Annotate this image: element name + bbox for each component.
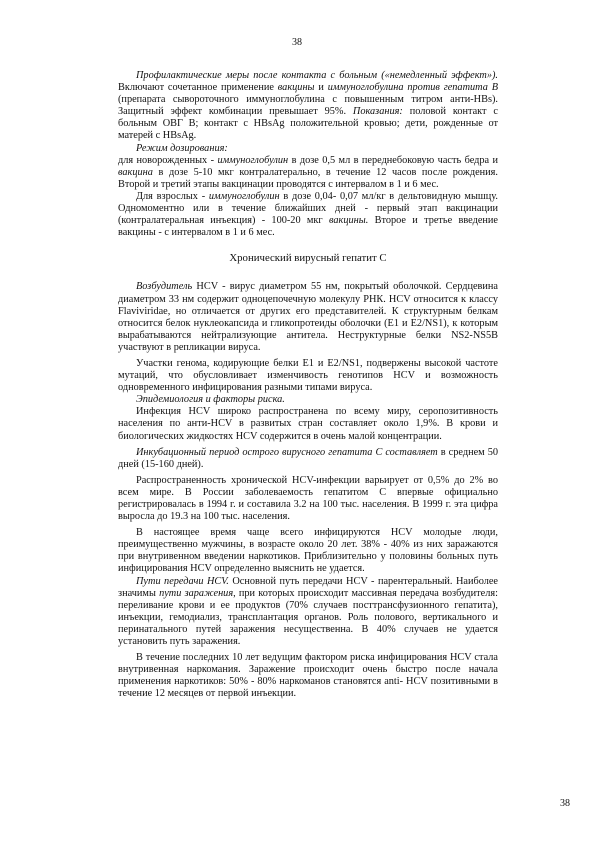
paragraph-drug-use: В течение последних 10 лет ведущим фактором риска инфицирования HCV стала внутривенная наркомания. Заражение происходит очень быстро после начала применения наркотиков: 50% - 80% наркоманов становятся anti- HCV позитивными в течение 12 месяцев от первой инъекции. [118,652,498,700]
paragraph-genome: Участки генома, кодирующие белки E1 и E2/NS1, подвержены высокой частоте мутаций, что обусловливает изменчивость генотипов HCV и возможность одновременного инфицирования разными типами вируса. [118,357,498,394]
page-number-top: 38 [292,37,302,48]
paragraph-incubation: Инкубационный период острого вирусного гепатита С составляет в среднем 50 дней (15-160 дней). [118,446,498,470]
paragraph-prophylaxis: Профилактические меры после контакта с больным («немедленный эффект»). Включают сочетанное применение вакцины и иммуноглобулина против гепатита B (препарата сывороточного иммуноглобулина с повышенным титром анти-HBs). Защитный эффект комбинации превышает 95%. Показания: половой контакт с больным ОВГ В; контакт с HBsAg положительной кровью; дети, рожденные от матерей с HBsAg. [118,70,498,142]
paragraph-prevalence-russia: Распространенность хронической HCV-инфекции варьирует от 0,5% до 2% во всем мире. В России заболеваемость гепатитом С впервые официально регистрировалась в 1994 г. и составила 3.2 на 100 тыс. населения. В 1999 г. эта цифра выросла до 19.3 на 100 тыс. населения. [118,474,498,523]
paragraph-transmission: Пути передачи HCV. Основной путь передачи HCV - парентеральный. Наиболее значимы пути заражения, при которых происходит массивная передача возбудителя: переливание крови и ее продуктов (70% случаев посттрансфузионного гепатита), инъекции, гемодиализ, трансплантация органов. Роль полового, вертикального и перинатального путей заражения несущественна. В 40% случаев не удается установить путь заражения. [118,575,499,648]
page-number-bottom: 38 [560,798,570,809]
paragraph-epidemiology-heading: Эпидемиология и факторы риска. [136,394,285,406]
paragraph-dosing-newborns: для новорожденных - иммуноглобулин в дозе 0,5 мл в переднебоковую часть бедра и вакцина в дозе 5-10 мкг контралатерально, в течение 12 часов после рождения. Второй и третий этапы вакцинации проводятся с интервалом в 1 и 6 мес. [118,154,499,190]
section-heading: Хронический вирусный гепатит С [229,252,387,265]
paragraph-risk-groups: В настоящее время чаще всего инфицируются HCV молодые люди, преимущественно мужчины, в возрасте около 20 лет. 38% - 40% из них заражаются при внутривенном введении наркотиков. Приблизительно у половины больных путь инфицирования HCV определенно выяснить не удается. [118,527,498,575]
paragraph-dosing-heading: Режим дозирования: [136,142,228,154]
paragraph-pathogen: Возбудитель HCV - вирус диаметром 55 нм, покрытый оболочкой. Сердцевина диаметром 33 нм содержит одноцепочечную молекулу РНК. HCV относится к классу Flaviviridae, но отличается от других его представителей. К структурным белкам относится белок нуклеокапсида и гликопротеиды оболочки (E1 и E2/NS1), к которым вырабатываются нейтрализующие антитела. Неструктурные белки NS2-NS5B участвуют в репликации вируса. [118,281,498,353]
paragraph-dosing-adults: Для взрослых - иммуноглобулин в дозе 0,04- 0,07 мл/кг в дельтовидную мышцу. Одномоментно или в течение ближайших дней - первый этап вакцинации (контралатеральная инъекция) - 100-20 мкг вакцины. Второе и третье введение вакцины - с интервалом в 1 и 6 мес. [118,190,498,239]
paragraph-prevalence-world: Инфекция HCV широко распространена по всему миру, серопозитивность населения по анти-HCV в развитых стран составляет около 1,9%. В крови и биологических жидкостях HCV содержится в очень малой концентрации. [118,406,498,442]
document-body [118,70,498,701]
